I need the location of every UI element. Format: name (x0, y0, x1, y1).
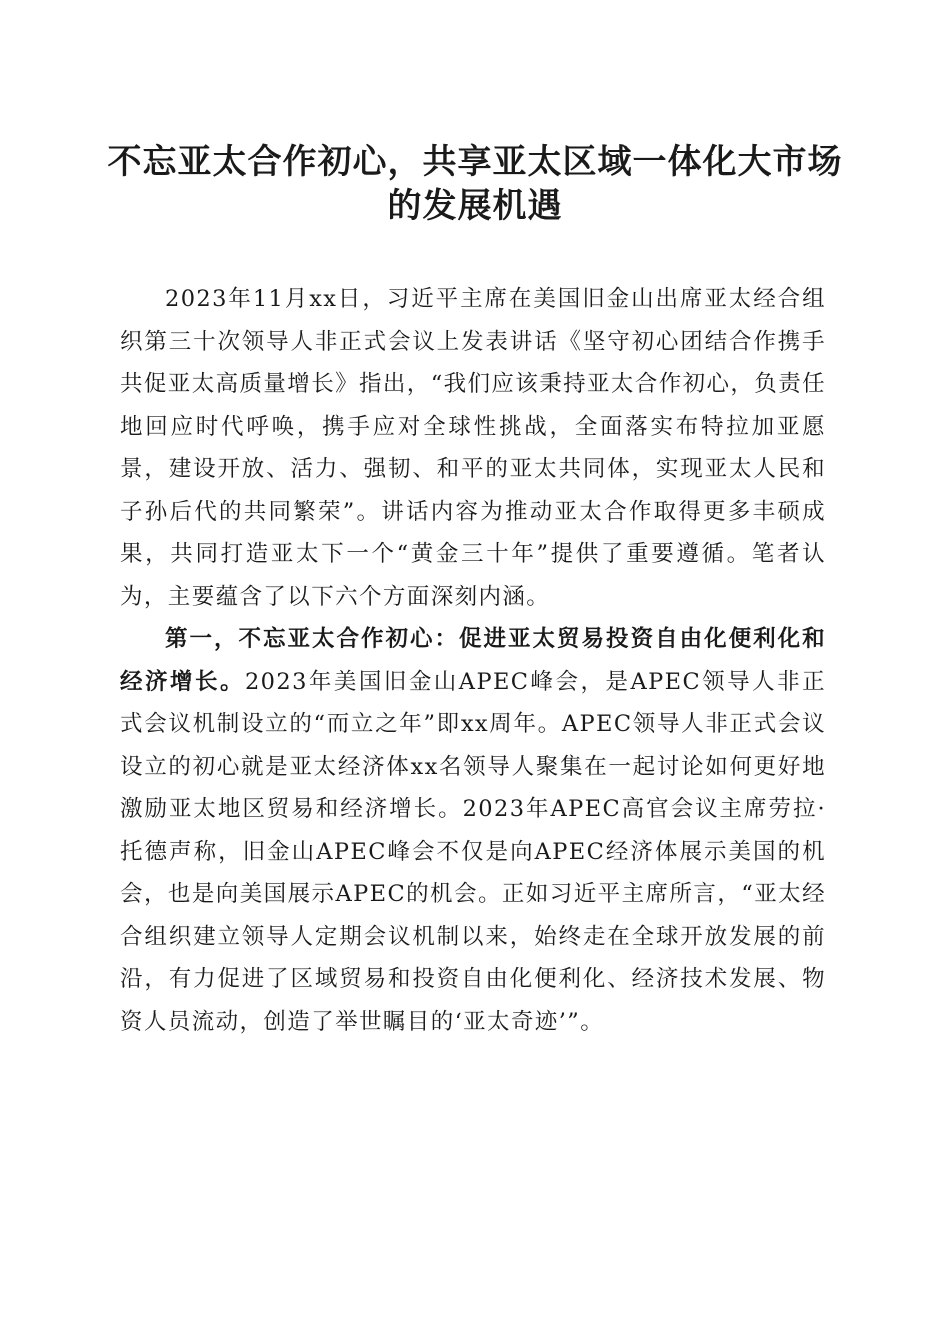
document-body (120, 278, 826, 1043)
paragraph-point-one-text: 2023年美国旧金山APEC峰会，是APEC领导人非正式会议机制设立的“而立之年”即xx周年。APEC领导人非正式会议设立的初心就是亚太经济体xx名领导人聚集在一起讨论如何更好地激励亚太地区贸易和经济增长。2023年APEC高官会议主席劳拉·托德声称，旧金山APEC峰会不仅是向APEC经济体展示美国的机会，也是向美国展示APEC的机会。正如习近平主席所言，“亚太经合组织建立领导人定期会议机制以来，始终走在全球开放发展的前沿，有力促进了区域贸易和投资自由化便利化、经济技术发展、物资人员流动，创造了举世瞩目的‘亚太奇迹’”。 (120, 668, 826, 1035)
paragraph-intro (120, 278, 826, 618)
paragraph-point-one-heading: 第一，不忘亚太合作初心：促进亚太贸易投资自由化便利化和经济增长。 (120, 626, 826, 695)
document-title: 不忘亚太合作初心，共享亚太区域一体化大市场的发展机遇 (107, 142, 843, 226)
paragraph-point-one (120, 618, 826, 1043)
paragraph-intro-text: 2023年11月xx日，习近平主席在美国旧金山出席亚太经合组织第三十次领导人非正式会议上发表讲话《坚守初心团结合作携手共促亚太高质量增长》指出，“我们应该秉持亚太合作初心，负责任地回应时代呼唤，携手应对全球性挑战，全面落实布特拉加亚愿景，建设开放、活力、强韧、和平的亚太共同体，实现亚太人民和子孙后代的共同繁荣”。讲话内容为推动亚太合作取得更多丰硕成果，共同打造亚太下一个“黄金三十年”提供了重要遵循。笔者认为，主要蕴含了以下六个方面深刻内涵。 (120, 286, 827, 610)
